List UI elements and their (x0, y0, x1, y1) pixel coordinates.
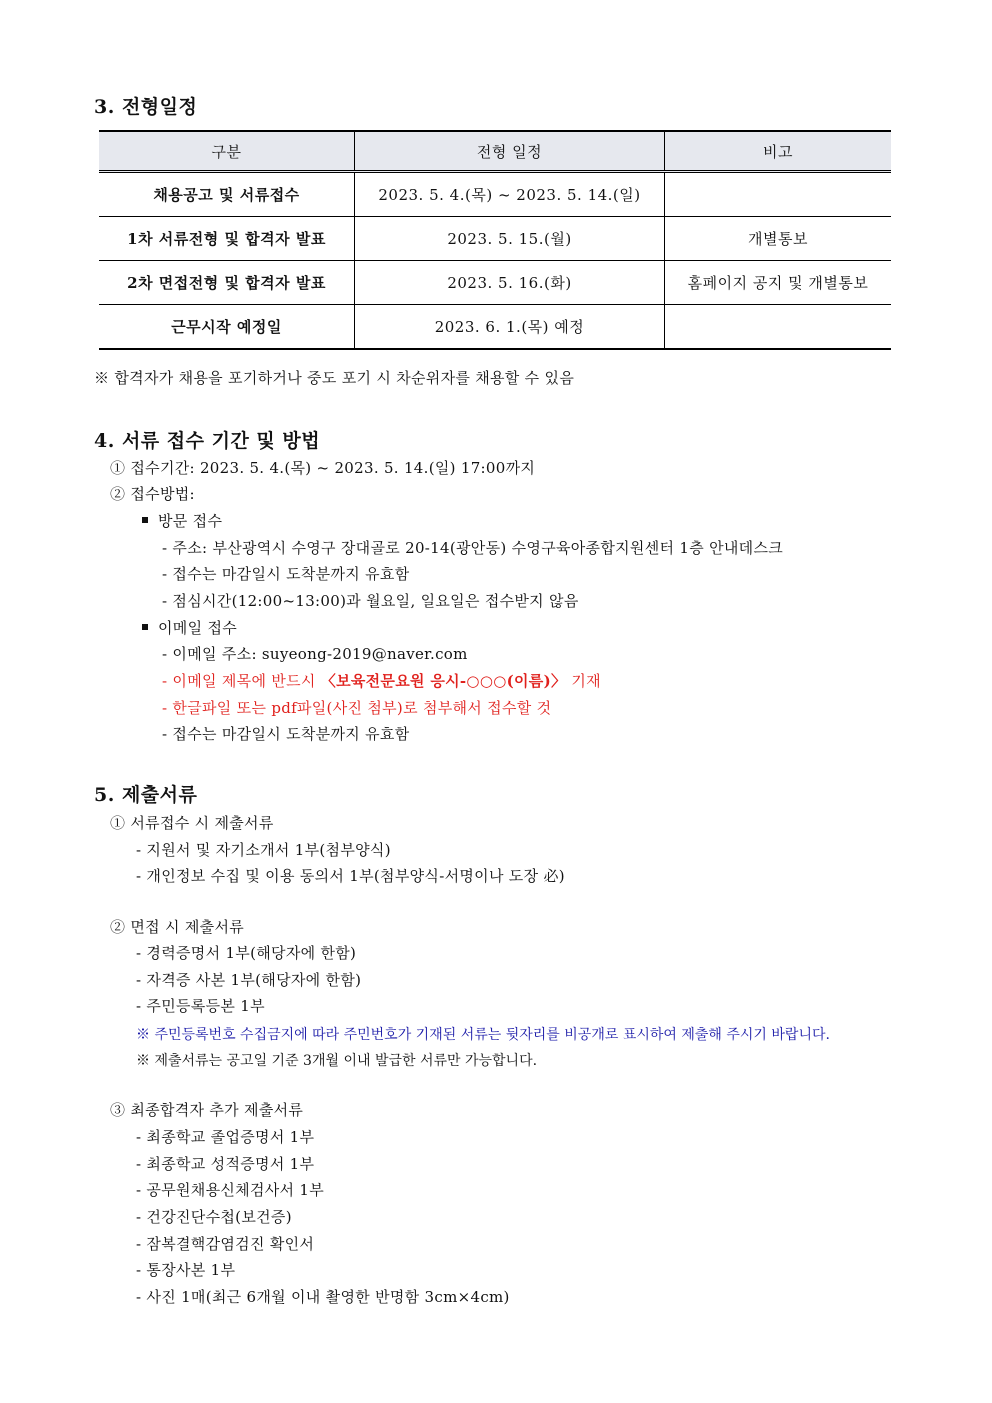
group3-title: ③ 최종합격자 추가 제출서류 (110, 1101, 304, 1119)
email-deadline: - 접수는 마감일시 도착분까지 유효함 (162, 725, 410, 743)
square-bullet-icon (142, 624, 148, 630)
row-schedule: 2023. 5. 16.(화) (355, 261, 665, 305)
table-row (99, 261, 891, 305)
table-header-row (99, 131, 891, 172)
section-3-heading: 3. 전형일정 (94, 96, 198, 118)
row-note (665, 305, 892, 350)
email-subject-prefix: - 이메일 제목에 반드시 (162, 672, 321, 690)
list-item: - 통장사본 1부 (136, 1261, 236, 1279)
email-subject-suffix: 기재 (566, 672, 601, 690)
list-item: - 경력증명서 1부(해당자에 한함) (136, 944, 357, 962)
list-item: - 공무원채용신체검사서 1부 (136, 1181, 325, 1199)
list-item: - 개인정보 수집 및 이용 동의서 1부(첨부양식-서명이나 도장 必) (136, 867, 565, 885)
row-stage: 1차 서류전형 및 합격자 발표 (99, 217, 355, 261)
row-note: 개별통보 (665, 217, 892, 261)
list-item: - 자격증 사본 1부(해당자에 한함) (136, 971, 362, 989)
resident-number-notice: ※ 주민등록번호 수집금지에 따라 주민번호가 기재된 서류는 뒷자리를 비공개로 표시하여 제출해 주시기 바랍니다. (136, 1027, 830, 1043)
email-subject-format: 〈보육전문요원 응시-○○○(이름)〉 (320, 672, 567, 690)
list-item: - 잠복결핵감염검진 확인서 (136, 1235, 315, 1253)
submission-method: ② 접수방법: (110, 485, 195, 503)
row-note (665, 172, 892, 217)
list-item: - 지원서 및 자기소개서 1부(첨부양식) (136, 841, 391, 859)
table-row (99, 172, 891, 217)
header-stage: 구분 (99, 131, 355, 172)
email-address: - 이메일 주소: suyeong-2019@naver.com (162, 645, 468, 663)
header-schedule: 전형 일정 (355, 131, 665, 172)
email-attach-rule: - 한글파일 또는 pdf파일(사진 첨부)로 첨부해서 접수할 것 (162, 699, 552, 717)
visit-lunch-notice: - 점심시간(12:00~13:00)과 월요일, 일요일은 접수받지 않음 (162, 592, 579, 610)
visit-title-text: 방문 접수 (158, 512, 223, 530)
list-item: - 건강진단수첩(보건증) (136, 1208, 292, 1226)
document-validity-notice: ※ 제출서류는 공고일 기준 3개월 이내 발급한 서류만 가능합니다. (136, 1053, 538, 1069)
section-5-heading: 5. 제출서류 (94, 784, 198, 806)
section-4-heading: 4. 서류 접수 기간 및 방법 (94, 430, 321, 452)
visit-address: - 주소: 부산광역시 수영구 장대골로 20-14(광안동) 수영구육아종합지원센터 1층 안내데스크 (162, 539, 784, 557)
list-item: - 사진 1매(최근 6개월 이내 촬영한 반명함 3cm×4cm) (136, 1288, 510, 1306)
list-item: - 최종학교 졸업증명서 1부 (136, 1128, 315, 1146)
row-schedule: 2023. 5. 15.(월) (355, 217, 665, 261)
email-title-text: 이메일 접수 (158, 619, 238, 637)
email-subject-rule (162, 670, 601, 691)
list-item: - 주민등록등본 1부 (136, 997, 265, 1015)
table-row (99, 305, 891, 350)
row-schedule: 2023. 5. 4.(목) ~ 2023. 5. 14.(일) (355, 172, 665, 217)
row-schedule: 2023. 6. 1.(목) 예정 (355, 305, 665, 350)
list-item: - 최종학교 성적증명서 1부 (136, 1155, 315, 1173)
row-stage: 근무시작 예정일 (99, 305, 355, 350)
table-row (99, 217, 891, 261)
submission-period: ① 접수기간: 2023. 5. 4.(목) ~ 2023. 5. 14.(일) 17:00까지 (110, 459, 536, 477)
header-note: 비고 (665, 131, 892, 172)
group2-title: ② 면접 시 제출서류 (110, 918, 245, 936)
row-stage: 채용공고 및 서류접수 (99, 172, 355, 217)
visit-submission-title (142, 510, 222, 531)
group1-title: ① 서류접수 시 제출서류 (110, 814, 274, 832)
row-note: 홈페이지 공지 및 개별통보 (665, 261, 892, 305)
schedule-table (99, 130, 891, 350)
square-bullet-icon (142, 517, 148, 523)
row-stage: 2차 면접전형 및 합격자 발표 (99, 261, 355, 305)
visit-deadline: - 접수는 마감일시 도착분까지 유효함 (162, 565, 410, 583)
section-3-footnote: ※ 합격자가 채용을 포기하거나 중도 포기 시 차순위자를 채용할 수 있음 (94, 369, 575, 387)
email-submission-title (142, 617, 237, 638)
